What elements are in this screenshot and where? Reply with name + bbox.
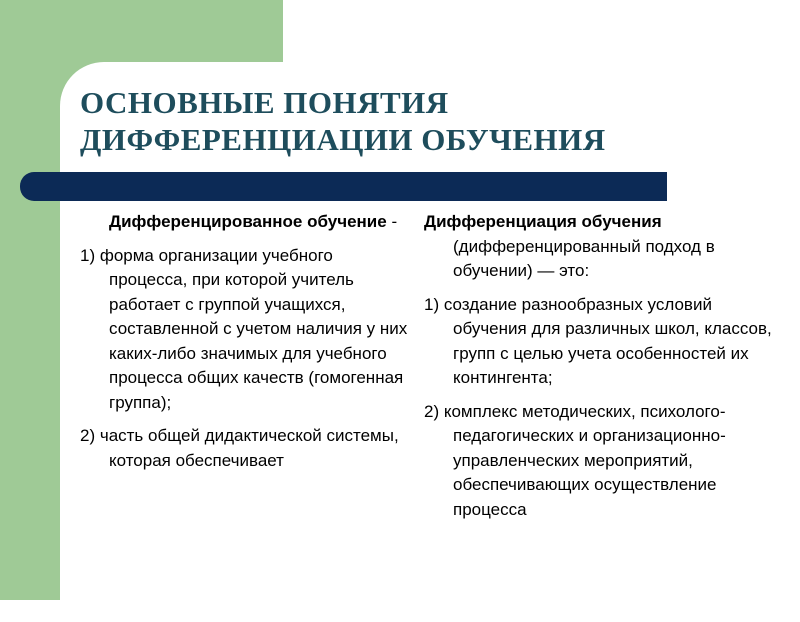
left-definition-heading — [80, 210, 410, 235]
right-term-suffix: (дифференцированный подход в обучении) — это: — [453, 236, 715, 280]
left-item-2: 2) часть общей дидактической системы, которая обеспечивает — [80, 426, 399, 470]
right-item-1: 1) создание разнообразных условий обучения для различных школ, классов, групп с целью учета особенностей их контингента; — [424, 294, 772, 387]
slide-title — [80, 84, 720, 158]
slide-title-line-2: ДИФФЕРЕНЦИАЦИИ ОБУЧЕНИЯ — [80, 122, 606, 157]
left-item-1: 1) форма организации учебного процесса, при которой учитель работает с группой учащихся, составленной с учетом наличия у них каких-либо значимых для учебного процесса общих качеств (гомогенная группа); — [80, 245, 408, 412]
right-term: Дифференциация обучения — [424, 212, 662, 231]
title-divider-bar — [20, 172, 667, 201]
left-term: Дифференцированное обучение — [109, 212, 387, 231]
right-definition-heading — [424, 210, 784, 284]
slide-title-line-1: ОСНОВНЫЕ ПОНЯТИЯ — [80, 85, 449, 120]
left-column — [80, 210, 410, 482]
left-term-suffix: - — [386, 212, 398, 231]
right-item-2: 2) комплекс методических, психолого-педагогических и организационно-управленческих мероприятий, обеспечивающих осуществление процесса — [424, 401, 726, 519]
right-column — [424, 210, 784, 531]
